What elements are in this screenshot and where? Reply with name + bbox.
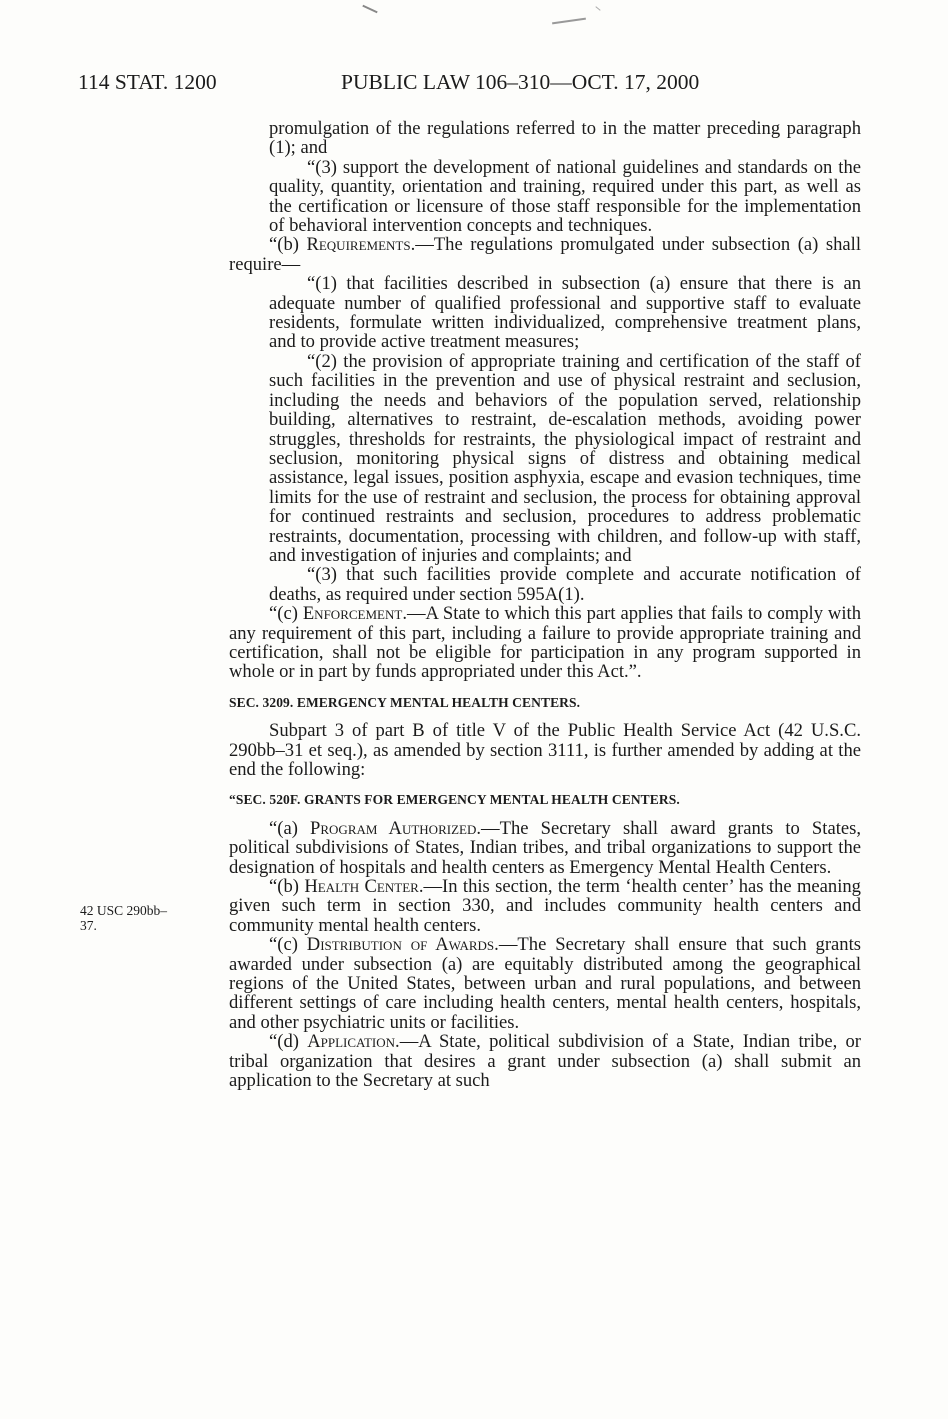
paragraph-lead: “(b) <box>269 234 307 256</box>
paragraph-text: .—A State, political subdivision of a State, Indian tribe, or tribal organization that desires a grant under subsection (a) shall submit an application to the Secretary at such <box>229 1031 861 1092</box>
subsection-heading: Program Authorized <box>310 817 477 839</box>
paragraph <box>229 819 861 877</box>
margin-citation-line: 42 USC 290bb– <box>80 903 168 918</box>
page-header <box>78 70 758 100</box>
paragraph-lead: “(d) <box>269 1031 308 1053</box>
paragraph-lead: “(c) <box>269 934 307 956</box>
law-reference: PUBLIC LAW 106–310—OCT. 17, 2000 <box>341 70 700 94</box>
subsection-heading: Requirements <box>306 234 411 256</box>
subsection-heading: Application <box>307 1031 396 1053</box>
subsection-heading: Health Center <box>304 876 419 898</box>
paragraph: promulgation of the regulations referred to in the matter preceding paragraph (1); and <box>269 118 861 159</box>
paragraph <box>229 604 861 682</box>
paragraph <box>229 235 861 274</box>
scan-artifact <box>552 18 586 25</box>
paragraph-text: .—The regulations promulgated under subsection (a) shall require— <box>229 234 861 275</box>
paragraph: “(2) the provision of appropriate training and certification of the staff of such facilities in the prevention and use of physical restraint and seclusion, including the needs and behaviors of the population served, relationship building, alternatives to restraint, de-escalation methods, avoiding power struggles, thresholds for restraints, the physiological impact of restraint and seclusion, monitoring physical signs of distress and obtaining medical assistance, legal issues, position asphyxia, escape and evasion techniques, time limits for the use of restraint and seclusion, the process for obtaining approval for continued restraints and seclusion, procedures to address problematic restraints, documentation, processing with children, and follow-up with staff, and investigation of injuries and complaints; and <box>269 350 861 566</box>
section-heading: SEC. 3209. EMERGENCY MENTAL HEALTH CENTERS. <box>229 694 581 710</box>
paragraph <box>229 1032 861 1090</box>
subsection-heading: Distribution of Awards <box>306 934 495 956</box>
paragraph-lead: “(c) <box>269 603 303 625</box>
paragraph-lead: “(b) <box>269 876 305 898</box>
paragraph-text: .—In this section, the term ‘health center’ has the meaning given such term in section 330, and includes community health centers and community mental health centers. <box>229 876 861 936</box>
paragraph-text: .—The Secretary shall award grants to States, political subdivisions of States, Indian tribes, and tribal organizations to support the designation of hospitals and health centers as Emergency Mental Health Centers. <box>229 817 861 878</box>
margin-citation <box>80 904 210 933</box>
section-heading: “SEC. 520F. GRANTS FOR EMERGENCY MENTAL HEALTH CENTERS. <box>229 792 680 808</box>
subsection-heading: Enforcement <box>302 603 403 625</box>
paragraph-text: .—A State to which this part applies that fails to comply with any requirement of this part, including a failure to provide appropriate training and certification, shall not be eligible for participation in any program supported in whole or in part by funds appropriated under this Act.”. <box>229 603 861 683</box>
paragraph-text: .—The Secretary shall ensure that such grants awarded under subsection (a) are equitably distributed among the geographical regions of the United States, between urban and rural populations, and between different settings of care including health centers, mental health centers, hospitals, and other psychiatric units or facilities. <box>229 934 861 1033</box>
paragraph: “(1) that facilities described in subsection (a) ensure that there is an adequate number of qualified professional and supportive staff to evaluate residents, formulate written individualized, comprehensive treatment plans, and to provide active treatment measures; <box>269 273 861 353</box>
paragraph: “(3) support the development of national guidelines and standards on the quality, quantity, orientation and training, required under this part, as well as the certification or licensure of those staff responsible for the implementation of behavioral intervention concepts and techniques. <box>269 156 861 237</box>
paragraph: “(3) that such facilities provide complete and accurate notification of deaths, as required under section 595A(1). <box>269 564 861 605</box>
paragraph <box>229 877 861 935</box>
paragraph <box>229 935 861 1032</box>
paragraph-lead: “(a) <box>269 817 311 839</box>
margin-citation-line: 37. <box>80 917 97 933</box>
paragraph: Subpart 3 of part B of title V of the Public Health Service Act (42 U.S.C. 290bb–31 et seq.), as amended by section 3111, is further amended by adding at the end the following: <box>229 720 861 780</box>
scan-artifact <box>595 6 600 11</box>
document-body <box>229 119 861 1091</box>
scan-artifact <box>362 5 377 14</box>
page-reference: 114 STAT. 1200 <box>78 70 217 94</box>
